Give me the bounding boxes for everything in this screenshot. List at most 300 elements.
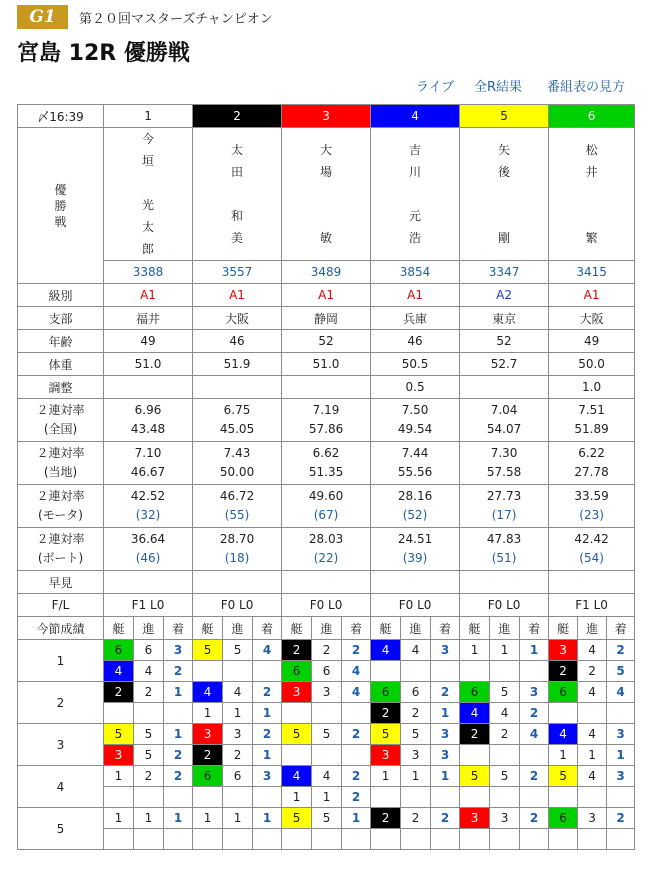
result-empty [431,787,460,808]
national-win-rate [282,399,371,442]
result-empty [223,661,253,682]
boat-win-rate-label-top: ２連対率 [36,532,85,546]
result-finish: 4 [607,682,635,703]
motor-win-rate-value: 42.52 [130,489,166,503]
result-finish: 1 [607,745,635,766]
results-col-boat: 艇 [104,617,134,640]
boat-win-rate-sub-value: (46) [135,551,161,565]
results-col-course: 進 [401,617,431,640]
result-finish: 2 [253,682,282,703]
result-empty [104,703,134,724]
national-win-rate-value: 7.50 [401,403,429,417]
result-boat: 6 [460,682,490,703]
result-finish: 3 [431,724,460,745]
boat-win-rate [371,528,460,571]
national-win-rate-sub-value: 45.05 [219,422,255,436]
result-boat: 2 [282,640,312,661]
motor-win-rate [371,485,460,528]
flying-late: F0 L0 [193,594,282,617]
result-finish: 3 [431,745,460,766]
result-empty [371,787,401,808]
result-empty [253,829,282,850]
early-indicator [460,571,549,594]
result-course: 2 [401,703,431,724]
result-empty [607,703,635,724]
result-course: 5 [134,724,164,745]
result-course: 1 [134,808,164,829]
result-empty [134,787,164,808]
result-boat: 1 [104,808,134,829]
results-col-finish: 着 [342,617,371,640]
boat-win-rate-sub-value: (18) [224,551,250,565]
result-boat: 6 [549,808,578,829]
result-empty [520,745,549,766]
racer-age: 49 [549,330,635,353]
result-course: 3 [490,808,520,829]
results-col-finish: 着 [607,617,635,640]
early-indicator [193,571,282,594]
results-col-course: 進 [223,617,253,640]
result-boat: 1 [371,766,401,787]
result-finish: 2 [342,787,371,808]
result-boat: 6 [282,661,312,682]
result-course: 4 [401,640,431,661]
result-boat: 2 [104,682,134,703]
national-win-rate-sub-value: 43.48 [130,422,166,436]
result-finish: 2 [520,808,549,829]
result-course: 5 [134,745,164,766]
result-empty [193,661,223,682]
weight-adjust [193,376,282,399]
boat-win-rate-value: 47.83 [486,532,522,546]
result-course: 4 [490,703,520,724]
result-course: 6 [223,766,253,787]
result-finish: 1 [431,703,460,724]
local-win-rate [104,442,193,485]
racer-class: A1 [371,284,460,307]
result-boat: 4 [193,682,223,703]
result-finish: 1 [164,682,193,703]
early-indicator [549,571,635,594]
result-finish: 1 [520,640,549,661]
national-win-rate-sub-value: 57.86 [308,422,344,436]
result-course: 2 [134,766,164,787]
results-col-boat: 艇 [460,617,490,640]
results-col-boat: 艇 [193,617,223,640]
local-win-rate [193,442,282,485]
local-win-rate-label-top: ２連対率 [36,446,85,460]
motor-win-rate-sub-value: (67) [313,508,339,522]
motor-win-rate-sub-value: (23) [579,508,604,522]
result-finish: 2 [164,661,193,682]
local-win-rate-sub-value: 50.00 [219,465,255,479]
result-finish: 2 [164,766,193,787]
race-type: 優 勝 戦 [18,128,104,284]
result-course: 2 [490,724,520,745]
result-boat: 5 [460,766,490,787]
result-empty [607,787,635,808]
result-empty [460,787,490,808]
motor-win-rate [282,485,371,528]
result-boat: 4 [549,724,578,745]
motor-win-rate-label [18,485,104,528]
result-finish: 1 [253,745,282,766]
racer-weight: 50.5 [371,353,460,376]
boat-win-rate-value: 28.70 [219,532,255,546]
result-empty [223,829,253,850]
national-win-rate [193,399,282,442]
boat-win-rate [460,528,549,571]
result-boat: 1 [549,745,578,766]
result-boat: 5 [193,640,223,661]
result-course: 1 [223,808,253,829]
result-course: 1 [223,703,253,724]
result-empty [342,703,371,724]
result-boat: 3 [549,640,578,661]
boat-win-rate-label-bottom: (ボート) [37,551,84,565]
result-empty [460,745,490,766]
result-empty [431,829,460,850]
boat-win-rate [193,528,282,571]
motor-win-rate-sub-value: (52) [402,508,428,522]
national-win-rate-label [18,399,104,442]
result-course: 4 [312,766,342,787]
racer-weight: 51.0 [104,353,193,376]
result-empty [520,661,549,682]
result-empty [312,745,342,766]
flying-late: F0 L0 [460,594,549,617]
result-course: 1 [578,745,607,766]
result-empty [401,787,431,808]
result-empty [282,703,312,724]
racer-branch: 静岡 [282,307,371,330]
result-empty [134,703,164,724]
result-finish: 1 [253,808,282,829]
result-boat: 5 [282,724,312,745]
result-course: 6 [401,682,431,703]
boat-win-rate-value: 24.51 [397,532,433,546]
result-course: 1 [312,787,342,808]
page-title: 宮島 12R 優勝戦 [17,41,190,66]
boat-win-rate-sub-value: (51) [491,551,517,565]
result-finish: 2 [342,724,371,745]
results-col-finish: 着 [253,617,282,640]
result-course: 1 [490,640,520,661]
result-course: 3 [401,745,431,766]
result-empty [549,787,578,808]
motor-win-rate [549,485,635,528]
result-finish: 3 [607,724,635,745]
racer-branch: 大阪 [193,307,282,330]
result-empty [371,829,401,850]
result-boat: 2 [371,703,401,724]
lane-number-2: 2 [193,105,282,128]
national-win-rate-value: 7.04 [490,403,518,417]
result-course: 5 [490,682,520,703]
results-col-course: 進 [312,617,342,640]
result-finish: 2 [520,766,549,787]
result-boat: 2 [549,661,578,682]
result-empty [342,829,371,850]
result-empty [312,829,342,850]
result-boat: 4 [104,661,134,682]
racer-reg-number: 3388 [104,261,193,284]
boat-win-rate [104,528,193,571]
result-empty [282,829,312,850]
results-col-finish: 着 [431,617,460,640]
result-empty [164,829,193,850]
result-boat: 4 [371,640,401,661]
result-boat: 2 [193,745,223,766]
result-course: 4 [134,661,164,682]
racer-age: 49 [104,330,193,353]
result-course: 2 [134,682,164,703]
result-empty [578,829,607,850]
results-col-boat: 艇 [282,617,312,640]
local-win-rate [549,442,635,485]
racer-branch-label: 支部 [18,307,104,330]
result-boat: 2 [460,724,490,745]
result-course: 6 [134,640,164,661]
result-finish: 2 [164,745,193,766]
weight-adjust: 0.5 [371,376,460,399]
result-empty [490,829,520,850]
racer-weight: 50.0 [549,353,635,376]
national-win-rate [460,399,549,442]
result-boat: 3 [193,724,223,745]
result-finish: 1 [164,724,193,745]
weight-adjust [282,376,371,399]
result-boat: 1 [193,703,223,724]
early-indicator-label: 早見 [18,571,104,594]
motor-win-rate [104,485,193,528]
result-finish: 2 [607,640,635,661]
racer-age: 52 [282,330,371,353]
result-finish: 3 [164,640,193,661]
weight-adjust [104,376,193,399]
motor-win-rate [193,485,282,528]
result-empty [490,745,520,766]
result-finish: 1 [342,808,371,829]
result-empty [312,703,342,724]
result-course: 6 [312,661,342,682]
result-finish: 3 [253,766,282,787]
motor-win-rate-label-bottom: (モータ) [38,508,83,522]
racer-reg-number: 3489 [282,261,371,284]
racer-name: 今 垣 光 太 郎 [104,128,193,261]
national-win-rate [549,399,635,442]
national-win-rate [371,399,460,442]
local-win-rate [460,442,549,485]
result-empty [431,661,460,682]
result-course: 4 [578,682,607,703]
racer-weight: 52.7 [460,353,549,376]
local-win-rate-value: 7.30 [490,446,518,460]
result-boat: 4 [460,703,490,724]
result-boat: 5 [549,766,578,787]
result-empty [490,787,520,808]
boat-win-rate [549,528,635,571]
result-course: 4 [578,766,607,787]
result-empty [193,829,223,850]
result-course: 4 [223,682,253,703]
weight-adjust: 1.0 [549,376,635,399]
day-label: 3 [18,724,104,766]
result-boat: 6 [193,766,223,787]
racer-class: A1 [549,284,635,307]
results-col-course: 進 [134,617,164,640]
program-guide-link[interactable]: 番組表の見方 [547,80,626,95]
result-finish: 5 [607,661,635,682]
boat-win-rate-label [18,528,104,571]
results-label: 今節成績 [18,617,104,640]
entry-table [17,104,635,850]
racer-branch: 東京 [460,307,549,330]
early-indicator [371,571,460,594]
racer-name: 松 井 繁 [549,128,635,261]
result-boat: 5 [104,724,134,745]
day-label: 1 [18,640,104,682]
early-indicator [104,571,193,594]
motor-win-rate-value: 28.16 [397,489,433,503]
race-name: 第２０回マスターズチャンピオン [79,12,273,27]
result-course: 3 [312,682,342,703]
result-empty [134,829,164,850]
motor-win-rate-label-top: ２連対率 [36,489,85,503]
result-boat: 1 [193,808,223,829]
racer-reg-number: 3854 [371,261,460,284]
result-empty [401,829,431,850]
results-col-finish: 着 [520,617,549,640]
local-win-rate-sub-value: 27.78 [574,465,609,479]
boat-win-rate-sub-value: (39) [402,551,428,565]
result-empty [490,661,520,682]
motor-win-rate-value: 33.59 [574,489,609,503]
motor-win-rate-sub-value: (17) [491,508,517,522]
result-empty [578,703,607,724]
racer-weight: 51.9 [193,353,282,376]
result-finish: 4 [520,724,549,745]
day-label: 5 [18,808,104,850]
results-col-course: 進 [490,617,520,640]
racer-age: 46 [371,330,460,353]
result-course: 2 [401,808,431,829]
result-finish: 4 [342,661,371,682]
racer-branch: 兵庫 [371,307,460,330]
all-results-link[interactable]: 全R結果 [474,80,523,95]
result-course: 2 [312,640,342,661]
result-course: 1 [401,766,431,787]
result-empty [193,787,223,808]
result-empty [253,661,282,682]
result-boat: 6 [104,640,134,661]
result-course: 2 [578,661,607,682]
local-win-rate-label [18,442,104,485]
result-finish: 2 [342,640,371,661]
result-empty [164,787,193,808]
racer-reg-number: 3557 [193,261,282,284]
result-boat: 6 [371,682,401,703]
motor-win-rate-value: 49.60 [308,489,344,503]
result-finish: 2 [342,766,371,787]
result-finish: 1 [164,808,193,829]
result-boat: 3 [371,745,401,766]
boat-win-rate-sub-value: (22) [313,551,339,565]
racer-name: 矢 後 剛 [460,128,549,261]
result-empty [549,829,578,850]
lane-number-4: 4 [371,105,460,128]
result-boat: 3 [282,682,312,703]
national-win-rate [104,399,193,442]
deadline-time: 〆16:39 [18,105,104,128]
boat-win-rate-value: 36.64 [130,532,166,546]
racer-reg-number: 3415 [549,261,635,284]
result-empty [460,829,490,850]
day-label: 4 [18,766,104,808]
results-col-course: 進 [578,617,607,640]
grade-badge: G1 [17,5,68,29]
result-course: 3 [578,808,607,829]
result-boat: 6 [549,682,578,703]
racer-name: 吉 川 元 浩 [371,128,460,261]
racer-branch: 大阪 [549,307,635,330]
local-win-rate-sub-value: 55.56 [397,465,433,479]
local-win-rate-sub-value: 57.58 [486,465,522,479]
national-win-rate-value: 7.51 [578,403,605,417]
boat-win-rate-value: 42.42 [574,532,609,546]
result-boat: 2 [371,808,401,829]
national-win-rate-label-top: ２連対率 [36,403,85,417]
result-course: 2 [223,745,253,766]
result-course: 5 [401,724,431,745]
result-finish: 2 [431,808,460,829]
result-boat: 1 [104,766,134,787]
result-course: 4 [578,640,607,661]
result-boat: 3 [460,808,490,829]
result-finish: 1 [431,766,460,787]
local-win-rate-value: 7.44 [401,446,429,460]
results-col-finish: 着 [164,617,193,640]
result-empty [223,787,253,808]
result-empty [104,829,134,850]
motor-win-rate [460,485,549,528]
lane-number-1: 1 [104,105,193,128]
result-empty [164,703,193,724]
national-win-rate-value: 6.75 [223,403,251,417]
result-course: 5 [223,640,253,661]
local-win-rate-sub-value: 51.35 [308,465,344,479]
national-win-rate-sub-value: 51.89 [574,422,609,436]
result-boat: 1 [460,640,490,661]
racer-weight: 51.0 [282,353,371,376]
result-empty [460,661,490,682]
local-win-rate [282,442,371,485]
racer-name: 大 場 敏 [282,128,371,261]
early-indicator [282,571,371,594]
live-link[interactable]: ライブ [416,80,455,95]
result-finish: 2 [520,703,549,724]
racer-age: 46 [193,330,282,353]
national-win-rate-sub-value: 49.54 [397,422,433,436]
weight-adjust [460,376,549,399]
local-win-rate-value: 7.43 [223,446,251,460]
local-win-rate-value: 6.22 [578,446,605,460]
racer-class: A1 [282,284,371,307]
lane-number-5: 5 [460,105,549,128]
result-finish: 4 [342,682,371,703]
racer-name: 太 田 和 美 [193,128,282,261]
flying-late: F1 L0 [104,594,193,617]
